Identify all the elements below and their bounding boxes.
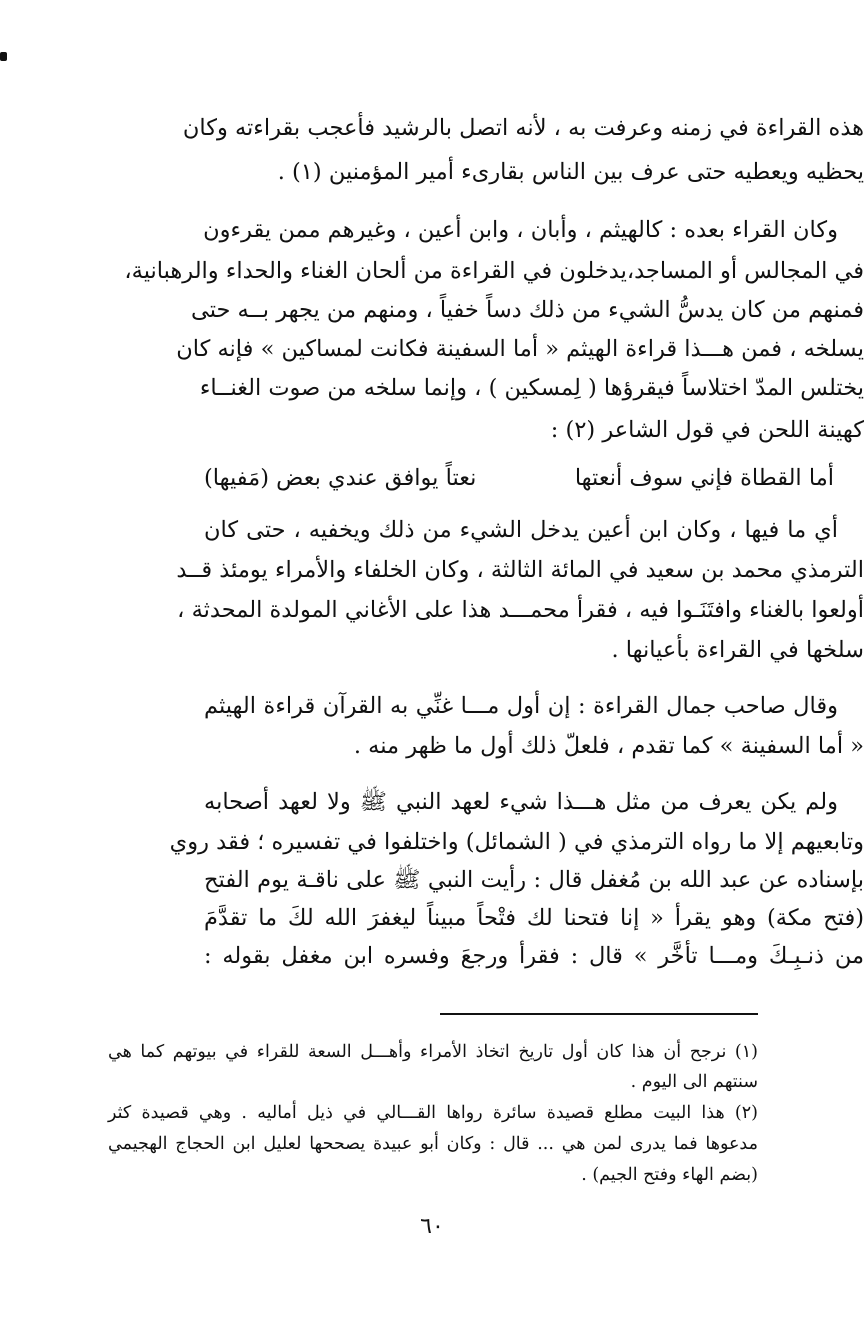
verse-second-hemistich: نعتاً يوافق عندي بعض (مَفيها) (204, 465, 477, 491)
body-line: بإسناده عن عبد الله بن مُغفل قال : رأيت النبي ﷺ على ناقـة يوم الفتح (204, 867, 864, 893)
page-number: ٦٠ (420, 1214, 444, 1239)
body-line: يحظيه ويعطيه حتى عرف بين الناس بقارىء أمير المؤمنين (١) . (277, 159, 864, 185)
body-line: يختلس المدّ اختلاساً فيقرؤها ( لِمسكين ) ، وإنما سلخه من صوت الغنــاء (199, 375, 864, 401)
verse-first-hemistich: أما القطاة فإني سوف أنعتها (574, 465, 834, 491)
footnote-separator (440, 1013, 758, 1015)
body-line: أولعوا بالغناء وافتَنَـوا فيه ، فقرأ محمـــد هذا على الأغاني المولدة المحدثة ، (177, 597, 864, 623)
body-line: فمنهم من كان يدسُّ الشيء من ذلك دساً خفياً ، ومنهم من يجهر بــه حتى (190, 297, 864, 323)
footnote-line: سنتهم الى اليوم . (630, 1072, 758, 1092)
body-line: يسلخه ، فمن هـــذا قراءة الهيثم « أما السفينة فكانت لمساكين » فإنه كان (176, 336, 864, 362)
body-line: « أما السفينة » كما تقدم ، فلعلّ ذلك أول ما ظهر منه . (353, 733, 864, 759)
poem-verse (204, 458, 864, 498)
body-line: الترمذي محمد بن سعيد في المائة الثالثة ، وكان الخلفاء والأمراء يومئذ قــد (176, 557, 864, 583)
body-line: وكان القراء بعده : كالهيثم ، وأبان ، وابن أعين ، وغيرهم ممن يقرءون (203, 217, 838, 243)
scan-mark (0, 52, 7, 61)
footnote-line: (بضم الهاء وفتح الجيم) . (581, 1165, 758, 1185)
body-line: سلخها في القراءة بأعيانها . (611, 637, 864, 663)
body-line: وتابعيهم إلا ما رواه الترمذي في ( الشمائل) واختلفوا في تفسيره ؛ فقد روي (169, 829, 864, 855)
body-line: وقال صاحب جمال القراءة : إن أول مـــا غنِّي به القرآن قراءة الهيثم (204, 693, 838, 719)
body-line: من ذنـبِـكَ ومـــا تأخَّر » قال : فقرأ ورجعَ وفسره ابن مغفل بقوله : (204, 943, 864, 969)
body-line: في المجالس أو المساجد،يدخلون في القراءة من ألحان الغناء والحداء والرهبانية، (124, 258, 864, 284)
body-line: ولم يكن يعرف من مثل هـــذا شيء لعهد النبي ﷺ ولا لعهد أصحابه (204, 789, 838, 815)
footnote-line: (١) نرجح أن هذا كان أول تاريخ اتخاذ الأمراء وأهـــل السعة للقراء في بيوتهم كما هي (108, 1042, 758, 1062)
body-line: هذه القراءة في زمنه وعرفت به ، لأنه اتصل بالرشيد فأعجب بقراءته وكان (182, 115, 864, 141)
body-line: كهينة اللحن في قول الشاعر (٢) : (550, 417, 864, 443)
footnote-line: مدعوها فما يدرى لمن هي ... قال : وكان أبو عبيدة يصححها لعليل ابن الحجاج الهجيمي (108, 1134, 758, 1154)
body-line: أي ما فيها ، وكان ابن أعين يدخل الشيء من ذلك ويخفيه ، حتى كان (204, 517, 838, 543)
body-line: (فتح مكة) وهو يقرأ « إنا فتحنا لك فتْحاً مبيناً ليغفرَ الله لكَ ما تقدَّمَ (204, 905, 864, 931)
footnote-line: (٢) هذا البيت مطلع قصيدة سائرة رواها القـــالي في ذيل أماليه . وهي قصيدة كثر (108, 1103, 758, 1123)
